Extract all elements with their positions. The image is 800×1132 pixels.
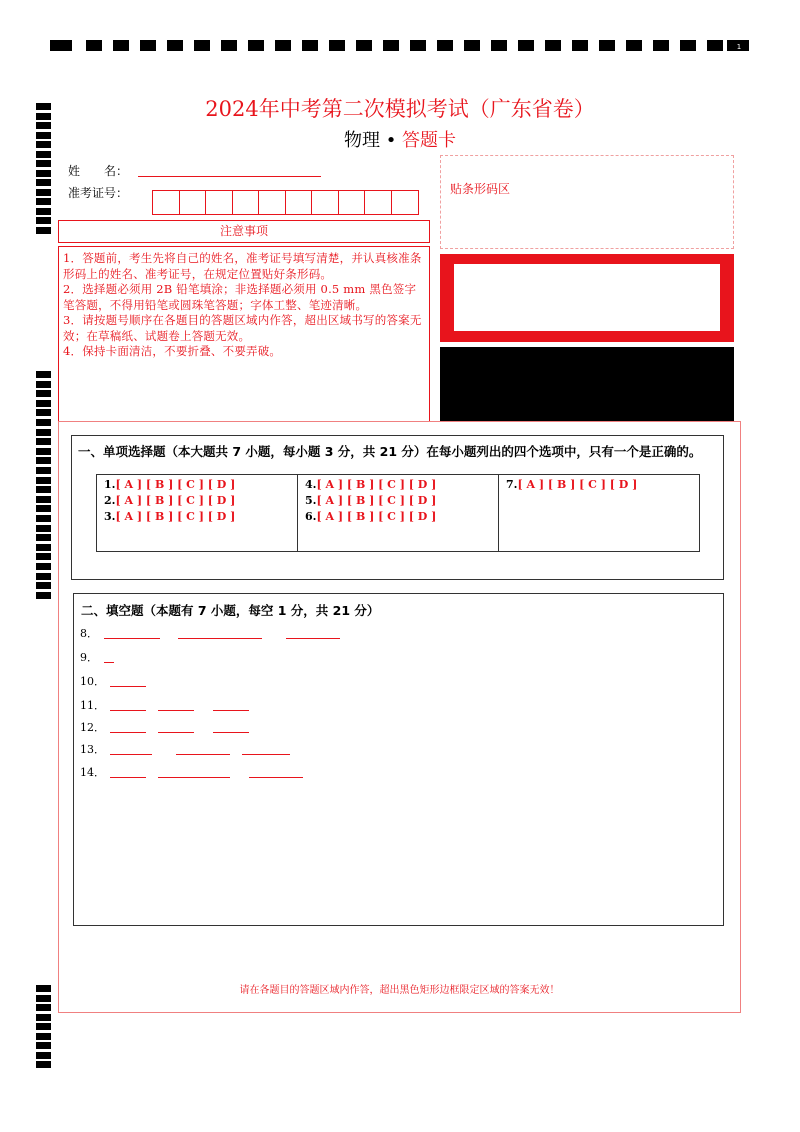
timing-mark <box>36 1052 51 1059</box>
answer-blank[interactable] <box>286 638 340 639</box>
subject-name: 物理 <box>343 130 380 151</box>
timing-mark <box>464 40 480 51</box>
timing-mark <box>36 573 51 580</box>
choice-question[interactable] <box>104 477 297 493</box>
timing-mark <box>36 198 51 205</box>
section-fill-blank <box>73 593 724 926</box>
absent-mark-box <box>440 254 734 342</box>
choice-options[interactable]: [ A ] [ B ] [ C ] [ D ] <box>316 494 437 507</box>
timing-mark <box>36 1042 51 1049</box>
question-number: 9． <box>80 651 98 664</box>
blank-row <box>80 741 480 757</box>
blank-row <box>80 649 480 665</box>
choice-question[interactable] <box>506 477 699 493</box>
question-number: 4. <box>305 478 317 491</box>
section-single-choice <box>71 435 724 580</box>
choice-question[interactable] <box>305 477 498 493</box>
question-number: 3. <box>104 510 116 523</box>
barcode-label: 贴条形码区 <box>450 182 511 196</box>
timing-mark <box>410 40 426 51</box>
page-title: 2024年中考第二次模拟考试（广东省卷） <box>205 97 595 121</box>
timing-mark <box>36 553 51 560</box>
exam-id-digit-box[interactable] <box>153 191 180 214</box>
title-separator: • <box>385 130 397 151</box>
timing-mark <box>167 40 183 51</box>
question-number: 2. <box>104 494 116 507</box>
answer-blank[interactable] <box>110 686 146 687</box>
timing-mark <box>36 179 51 186</box>
exam-id-digit-box[interactable] <box>180 191 207 214</box>
timing-mark <box>36 563 51 570</box>
timing-mark <box>36 544 51 551</box>
timing-mark <box>140 40 156 51</box>
choice-options[interactable]: [ A ] [ B ] [ C ] [ D ] <box>115 494 236 507</box>
timing-mark <box>36 438 51 445</box>
timing-mark <box>248 40 264 51</box>
answer-blank[interactable] <box>158 732 194 733</box>
timing-mark <box>36 217 51 224</box>
exam-id-digit-box[interactable] <box>259 191 286 214</box>
question-number: 5. <box>305 494 317 507</box>
name-field[interactable] <box>138 176 321 177</box>
choice-options[interactable]: [ A ] [ B ] [ C ] [ D ] <box>316 478 437 491</box>
timing-mark <box>36 189 51 196</box>
timing-mark <box>36 592 51 599</box>
timing-mark <box>36 496 51 503</box>
timing-mark <box>86 40 102 51</box>
timing-mark <box>302 40 318 51</box>
timing-mark <box>36 457 51 464</box>
answer-blank[interactable] <box>158 710 194 711</box>
answer-blank[interactable] <box>213 710 249 711</box>
timing-mark <box>36 1033 51 1040</box>
notice-box <box>58 246 430 421</box>
timing-mark <box>36 1014 51 1021</box>
timing-mark <box>36 429 51 436</box>
timing-mark <box>653 40 669 51</box>
timing-mark <box>36 995 51 1002</box>
timing-mark <box>36 1004 51 1011</box>
answer-blank[interactable] <box>110 710 146 711</box>
exam-id-digit-box[interactable] <box>233 191 260 214</box>
notice-list <box>63 251 425 360</box>
choice-question[interactable] <box>104 493 297 509</box>
answer-blank[interactable] <box>110 732 146 733</box>
section1-title: 一、单项选择题（本大题共 7 小题，每小题 3 分，共 21 分）在每小题列出的四个选项中，只有一个是正确的。 <box>78 444 702 459</box>
answer-blank[interactable] <box>213 732 249 733</box>
timing-mark <box>36 486 51 493</box>
timing-mark <box>36 477 51 484</box>
exam-id-digit-box[interactable] <box>312 191 339 214</box>
timing-mark <box>707 40 723 51</box>
timing-mark <box>437 40 453 51</box>
choice-question[interactable] <box>305 493 498 509</box>
timing-mark <box>36 1023 51 1030</box>
timing-mark <box>518 40 534 51</box>
choice-column <box>97 475 298 551</box>
question-number: 8． <box>80 627 98 640</box>
timing-mark <box>36 467 51 474</box>
exam-id-digit-box[interactable] <box>392 191 419 214</box>
timing-mark <box>194 40 210 51</box>
absent-mark-inner <box>454 264 720 331</box>
blank-row <box>80 697 480 713</box>
choice-question[interactable] <box>104 509 297 525</box>
answer-blank[interactable] <box>110 754 152 755</box>
blank-row <box>80 625 480 641</box>
timing-mark <box>36 505 51 512</box>
choice-options[interactable]: [ A ] [ B ] [ C ] [ D ] <box>115 510 236 523</box>
answer-blank[interactable] <box>104 638 160 639</box>
choice-grid <box>96 474 700 552</box>
blank-row <box>80 673 480 689</box>
timing-mark <box>36 160 51 167</box>
timing-mark <box>491 40 507 51</box>
timing-mark <box>36 371 51 378</box>
answer-blank[interactable] <box>176 754 230 755</box>
footer-note: 请在各题目的答题区域内作答，超出黑色矩形边框限定区域的答案无效！ <box>239 985 560 996</box>
choice-options[interactable]: [ A ] [ B ] [ C ] [ D ] <box>115 478 236 491</box>
timing-mark <box>545 40 561 51</box>
timing-mark <box>36 170 51 177</box>
barcode-area <box>440 155 734 249</box>
exam-id-digit-box[interactable] <box>286 191 313 214</box>
timing-mark <box>221 40 237 51</box>
question-number: 6. <box>305 510 317 523</box>
notice-item: 1．答题前，考生先将自己的姓名，准考证号填写清楚，并认真核准条形码上的姓名、准考证号，在规定位置贴好条形码。 <box>63 251 422 281</box>
timing-mark <box>36 525 51 532</box>
timing-mark <box>572 40 588 51</box>
timing-mark <box>36 381 51 388</box>
timing-mark <box>36 208 51 215</box>
choice-options[interactable]: [ A ] [ B ] [ C ] [ D ] <box>316 510 437 523</box>
timing-mark <box>36 419 51 426</box>
timing-mark <box>329 40 345 51</box>
card-label: 答题卡 <box>402 130 457 151</box>
timing-mark <box>36 985 51 992</box>
page-subtitle <box>0 126 800 152</box>
exam-id-digit-box[interactable] <box>339 191 366 214</box>
notice-item: 2．选择题必须用 2B 铅笔填涂；非选择题必须用 0.5 mm 黑色签字笔答题，不得用铅笔或圆珠笔答题；字体工整、笔迹清晰。 <box>63 282 417 312</box>
timing-mark <box>36 227 51 234</box>
timing-mark <box>383 40 399 51</box>
question-number: 12． <box>80 721 105 734</box>
timing-mark <box>113 40 129 51</box>
blank-row <box>80 719 480 735</box>
question-number: 11． <box>80 699 105 712</box>
name-label: 姓 名： <box>68 164 129 178</box>
exam-id-digit-box[interactable] <box>206 191 233 214</box>
exam-id-boxes <box>152 190 419 215</box>
exam-id-label: 准考证号： <box>68 186 129 200</box>
timing-mark <box>36 390 51 397</box>
answer-blank[interactable] <box>110 777 146 778</box>
answer-blank[interactable] <box>104 662 114 663</box>
choice-column <box>298 475 499 551</box>
blank-row <box>80 764 480 780</box>
timing-mark <box>356 40 372 51</box>
choice-column <box>499 475 699 551</box>
timing-mark <box>36 1061 51 1068</box>
answer-blank[interactable] <box>249 777 303 778</box>
timing-mark <box>36 400 51 407</box>
timing-mark <box>36 409 51 416</box>
question-number: 7. <box>506 478 518 491</box>
timing-mark <box>36 515 51 522</box>
answer-blank[interactable] <box>158 777 230 778</box>
question-number: 1. <box>104 478 116 491</box>
timing-mark <box>680 40 696 51</box>
choice-question[interactable] <box>305 509 498 525</box>
page-number: 1 <box>736 43 742 51</box>
black-block <box>440 347 734 421</box>
exam-id-digit-box[interactable] <box>365 191 392 214</box>
answer-blank[interactable] <box>242 754 290 755</box>
timing-mark <box>275 40 291 51</box>
question-number: 14． <box>80 766 105 779</box>
notice-header: 注意事项 <box>58 220 430 243</box>
notice-item: 3．请按题号顺序在各题目的答题区域内作答，超出区域书写的答案无效；在草稿纸、试题卷上答题无效。 <box>63 313 422 343</box>
timing-mark <box>50 40 72 51</box>
notice-item: 4．保持卡面清洁，不要折叠、不要弄破。 <box>63 344 282 358</box>
question-number: 13． <box>80 743 105 756</box>
timing-mark <box>626 40 642 51</box>
answer-blank[interactable] <box>178 638 262 639</box>
timing-mark <box>599 40 615 51</box>
question-number: 10． <box>80 675 105 688</box>
timing-mark <box>36 448 51 455</box>
section2-title: 二、填空题（本题有 7 小题，每空 1 分，共 21 分） <box>81 603 380 618</box>
timing-mark <box>36 534 51 541</box>
choice-options[interactable]: [ A ] [ B ] [ C ] [ D ] <box>517 478 638 491</box>
timing-mark <box>36 582 51 589</box>
